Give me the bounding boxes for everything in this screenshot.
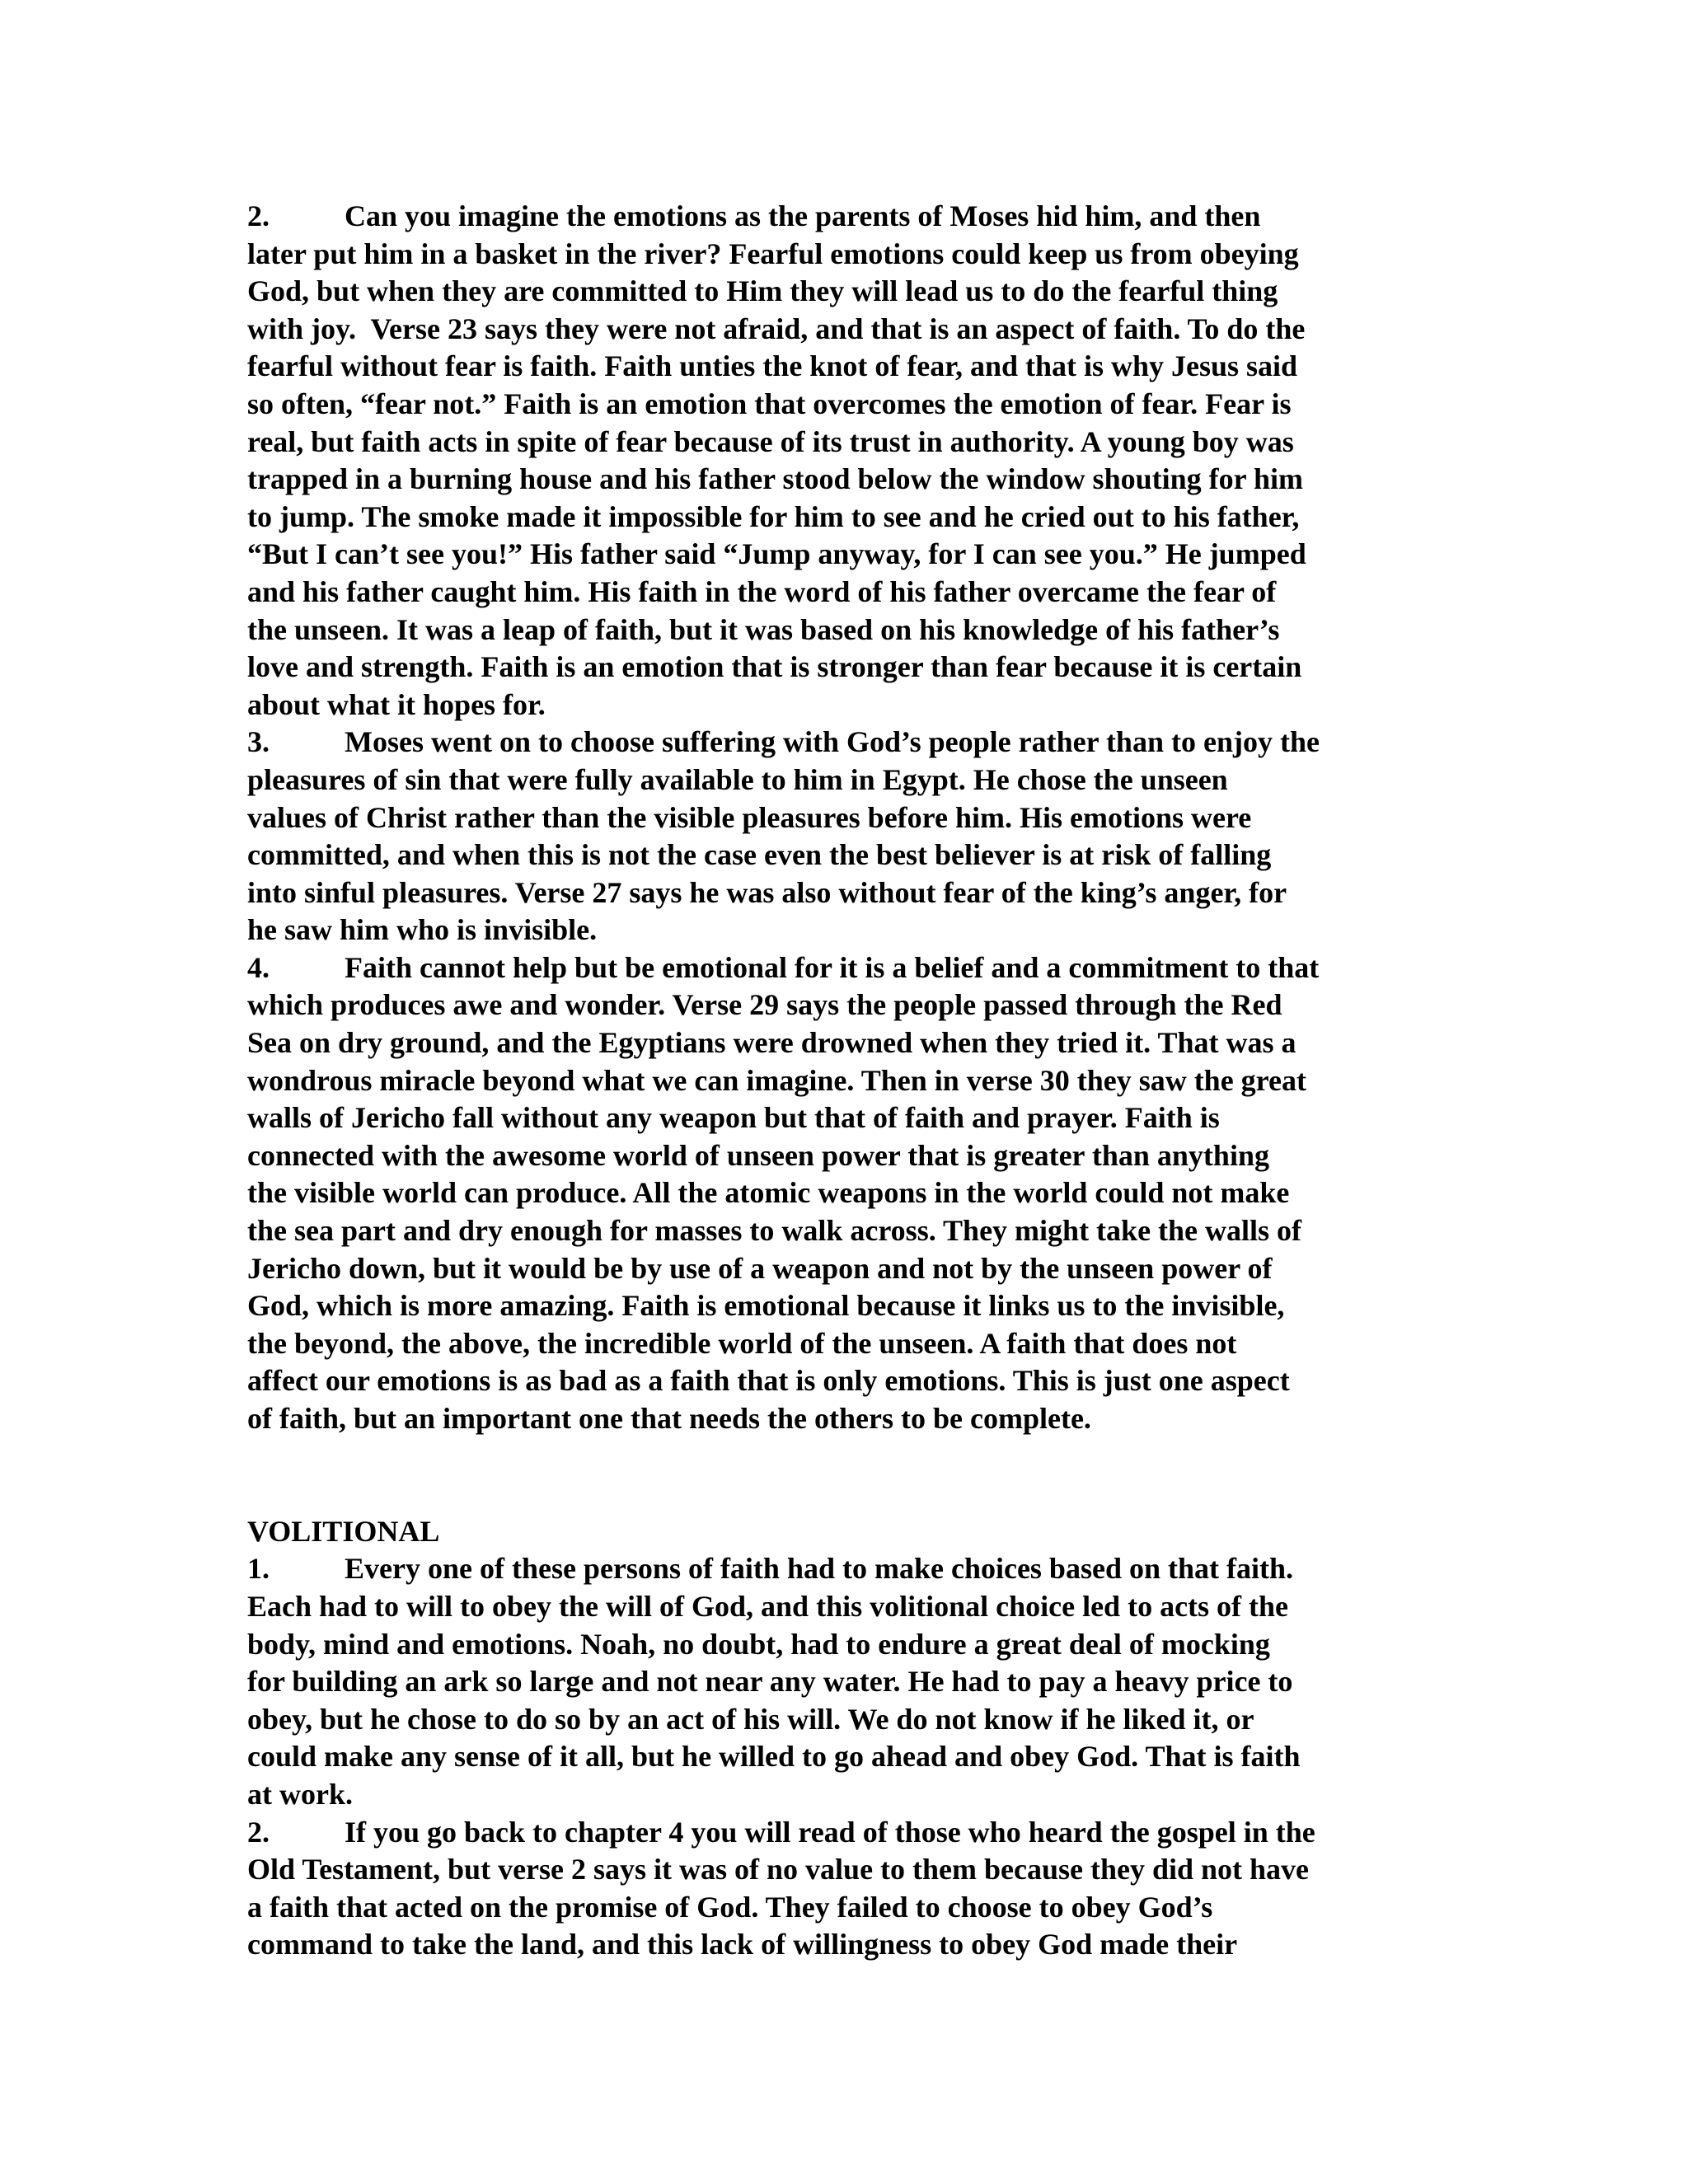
line-text: real, but faith acts in spite of fear because of its trust in authority. A young boy was [247, 424, 1294, 458]
line-text: with joy. Verse 23 says they were not afraid, and that is an aspect of faith. To do the [247, 312, 1306, 345]
line-text: God, but when they are committed to Him they will lead us to do the fearful thing [247, 274, 1278, 308]
line-text: connected with the awesome world of unseen power that is greater than anything [247, 1138, 1269, 1172]
line-text: body, mind and emotions. Noah, no doubt, had to endure a great deal of mocking [247, 1627, 1270, 1661]
paragraph-line [247, 912, 1434, 949]
line-text: command to take the land, and this lack of willingness to obey God made their [247, 1928, 1238, 1961]
numbered-paragraph [247, 1814, 1434, 1964]
paragraph-line [247, 1400, 1434, 1438]
paragraph-line [247, 1099, 1434, 1137]
paragraph-number: 2. [247, 199, 270, 232]
paragraph-line [247, 1889, 1434, 1927]
paragraph-line [247, 1325, 1434, 1363]
paragraph-line [247, 1926, 1434, 1964]
line-text: Faith cannot help but be emotional for it is a belief and a commitment to that [345, 950, 1320, 984]
paragraph-line [247, 273, 1434, 311]
section-spacer [247, 1438, 1434, 1513]
paragraph-number: 4. [247, 950, 270, 984]
line-text: Sea on dry ground, and the Egyptians were drowned when they tried it. That was a [247, 1026, 1296, 1060]
paragraph-line [247, 799, 1434, 837]
line-text: pleasures of sin that were fully available to him in Egypt. He chose the unseen [247, 762, 1228, 796]
paragraph-line [247, 724, 1434, 762]
line-text: later put him in a basket in the river? Fearful emotions could keep us from obeying [247, 237, 1299, 270]
paragraph-line [247, 1137, 1434, 1175]
paragraph-line [247, 1062, 1434, 1100]
line-text: so often, “fear not.” Faith is an emotion that overcomes the emotion of fear. Fear is [247, 387, 1292, 420]
line-text: could make any sense of it all, but he willed to go ahead and obey God. That is faith [247, 1740, 1301, 1774]
document-page [247, 198, 1434, 1964]
paragraph-line [247, 386, 1434, 424]
line-text: obey, but he chose to do so by an act of his will. We do not know if he liked it, or [247, 1702, 1254, 1736]
paragraph-line [247, 236, 1434, 274]
paragraph-line [247, 1814, 1434, 1852]
paragraph-line [247, 762, 1434, 799]
paragraph-line [247, 1776, 1434, 1814]
paragraph-line [247, 1024, 1434, 1062]
paragraph-line [247, 1851, 1434, 1889]
line-text: “But I can’t see you!” His father said “Jump anyway, for I can see you.” He jumped [247, 537, 1306, 571]
line-text: to jump. The smoke made it impossible for him to see and he cried out to his father, [247, 499, 1300, 533]
paragraph-line [247, 1663, 1434, 1701]
paragraph-number: 3. [247, 725, 270, 759]
line-text: and his father caught him. His faith in the word of his father overcame the fear of [247, 574, 1277, 608]
line-text: Jericho down, but it would be by use of a weapon and not by the unseen power of [247, 1251, 1273, 1285]
line-text: the visible world can produce. All the atomic weapons in the world could not make [247, 1176, 1290, 1210]
paragraph-line [247, 1588, 1434, 1626]
paragraph-line [247, 837, 1434, 874]
line-text: walls of Jericho fall without any weapon but that of faith and prayer. Faith is [247, 1101, 1220, 1135]
line-text: affect our emotions is as bad as a faith that is only emotions. This is just one aspect [247, 1364, 1290, 1398]
line-text: into sinful pleasures. Verse 27 says he was also without fear of the king’s anger, for [247, 875, 1287, 909]
line-text: love and strength. Faith is an emotion that is stronger than fear because it is certain [247, 650, 1302, 684]
line-text: for building an ark so large and not near any water. He had to pay a heavy price to [247, 1665, 1293, 1699]
line-text: values of Christ rather than the visible pleasures before him. His emotions were [247, 800, 1252, 834]
paragraph-line [247, 1212, 1434, 1250]
paragraph-line [247, 987, 1434, 1024]
line-text: Can you imagine the emotions as the parents of Moses hid him, and then [345, 199, 1261, 232]
line-text: trapped in a burning house and his father stood below the window shouting for him [247, 462, 1303, 496]
line-text: he saw him who is invisible. [247, 913, 598, 947]
paragraph-line [247, 649, 1434, 687]
numbered-paragraph [247, 1550, 1434, 1813]
paragraph-line [247, 1174, 1434, 1212]
paragraph-line [247, 1738, 1434, 1776]
numbered-paragraph [247, 949, 1434, 1438]
paragraph-line [247, 1362, 1434, 1400]
paragraph-line [247, 949, 1434, 987]
paragraph-number: 2. [247, 1815, 270, 1849]
line-text: the unseen. It was a leap of faith, but it was based on his knowledge of his father’s [247, 612, 1280, 646]
line-text: about what it hopes for. [247, 687, 546, 721]
line-text: which produces awe and wonder. Verse 29 says the people passed through the Red [247, 988, 1282, 1022]
line-text: wondrous miracle beyond what we can imagine. Then in verse 30 they saw the great [247, 1063, 1306, 1097]
line-text: the sea part and dry enough for masses to walk across. They might take the walls of [247, 1214, 1302, 1248]
paragraph-line [247, 424, 1434, 462]
line-text: God, which is more amazing. Faith is emotional because it links us to the invisible, [247, 1289, 1285, 1323]
line-text: Every one of these persons of faith had to make choices based on that faith. [345, 1552, 1293, 1586]
line-text: the beyond, the above, the incredible world of the unseen. A faith that does not [247, 1326, 1237, 1360]
paragraph-line [247, 1287, 1434, 1325]
line-text: committed, and when this is not the case even the best believer is at risk of falling [247, 838, 1272, 872]
paragraph-line [247, 461, 1434, 499]
line-text: Each had to will to obey the will of God, and this volitional choice led to acts of the [247, 1589, 1289, 1623]
line-text: If you go back to chapter 4 you will read of those who heard the gospel in the [345, 1815, 1315, 1849]
paragraph-line [247, 198, 1434, 236]
paragraph-line [247, 348, 1434, 386]
paragraph-line [247, 874, 1434, 912]
paragraph-line [247, 311, 1434, 349]
section-heading: VOLITIONAL [247, 1514, 440, 1548]
numbered-paragraph [247, 724, 1434, 949]
paragraph-line [247, 536, 1434, 574]
paragraph-line [247, 1626, 1434, 1664]
line-text: a faith that acted on the promise of God. They failed to choose to obey God’s [247, 1890, 1213, 1924]
paragraph-number: 1. [247, 1552, 270, 1586]
line-text: of faith, but an important one that needs the others to be complete. [247, 1402, 1091, 1435]
paragraph-line [247, 612, 1434, 649]
line-text: Moses went on to choose suffering with God’s people rather than to enjoy the [345, 725, 1320, 759]
paragraph-line [247, 1250, 1434, 1288]
paragraph-line [247, 574, 1434, 612]
paragraph-line [247, 499, 1434, 537]
paragraph-line [247, 687, 1434, 724]
line-text: fearful without fear is faith. Faith unties the knot of fear, and that is why Jesus said [247, 349, 1298, 383]
paragraph-line [247, 1701, 1434, 1739]
line-text: Old Testament, but verse 2 says it was of no value to them because they did not have [247, 1853, 1310, 1886]
paragraph-line [247, 1550, 1434, 1588]
line-text: at work. [247, 1777, 353, 1811]
numbered-paragraph [247, 198, 1434, 724]
